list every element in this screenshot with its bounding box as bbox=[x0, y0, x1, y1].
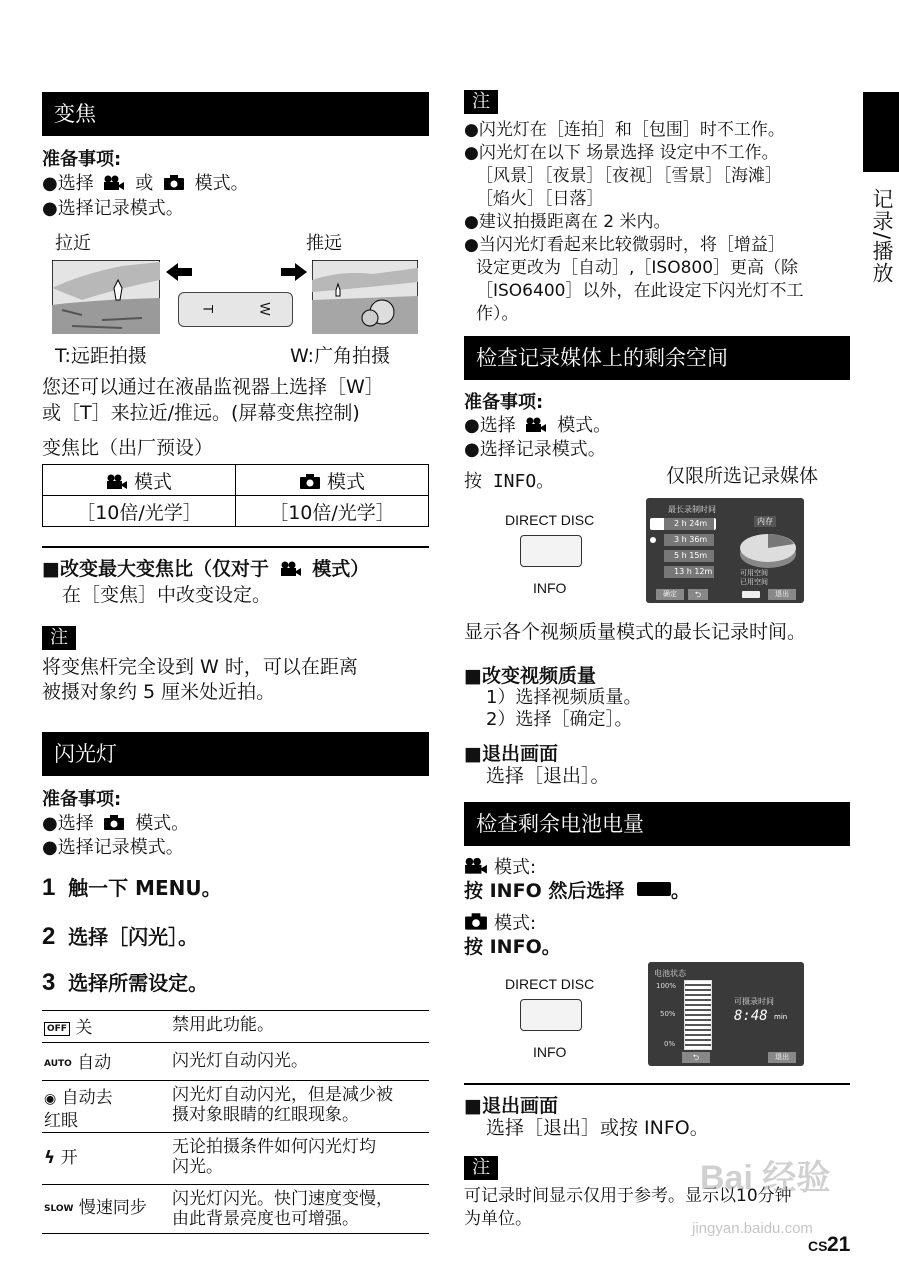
flash-note-line-2: ●闪光灯在以下 场景选择 设定中不工作。 bbox=[464, 143, 779, 163]
battery-icon bbox=[637, 882, 671, 896]
media-press-info: 按 INFO。 bbox=[464, 471, 555, 492]
lcd-row-2: 3 h 36m bbox=[664, 534, 714, 546]
table-header-video: 模式 bbox=[43, 465, 236, 496]
divider bbox=[42, 546, 429, 548]
flash-option-off: OFF 关 禁用此功能。 bbox=[42, 1010, 429, 1043]
media-prep-bullet-2: ●选择记录模式。 bbox=[464, 439, 606, 460]
lcd-header: 最长录制时间 bbox=[668, 505, 716, 514]
zoom-section-title: 变焦 bbox=[42, 92, 429, 136]
still-camera-icon bbox=[163, 175, 185, 191]
battery-video-mode: 模式: bbox=[464, 856, 536, 880]
zoom-lever bbox=[178, 292, 293, 327]
lcd-percent-50: 50% bbox=[660, 1010, 676, 1018]
zoom-prep-bullet-1: ●选择 或 模式。 bbox=[42, 173, 249, 194]
flash-option-slow-sync: SLOW 慢速同步 闪光灯闪光。快门速度变慢， 由此背景亮度也可增强。 bbox=[42, 1184, 429, 1234]
zoom-note-line-1: 将变焦杆完全设到 W 时，可以在距离 bbox=[42, 656, 358, 678]
flash-note-line-3: ［风景］［夜景］［夜视］［雪景］［海滩］ bbox=[476, 166, 782, 186]
lcd-back-button[interactable]: ⮌ bbox=[682, 1052, 710, 1063]
lcd-legend-free: 可用空间 bbox=[740, 569, 768, 577]
battery-level-gauge bbox=[684, 980, 712, 1050]
zoom-near-label: 拉近 bbox=[55, 233, 91, 254]
media-prep-bullet-1: ●选择 模式。 bbox=[464, 415, 612, 436]
lcd-row-1: 2 h 24m bbox=[664, 518, 714, 530]
flash-option-red-eye: ◉ 自动去 红眼 闪光灯自动闪光，但是减少被 摄对象眼睛的红眼现象。 bbox=[42, 1080, 429, 1133]
page-number: 21 bbox=[827, 1233, 851, 1256]
zoom-ratio-table bbox=[42, 464, 429, 527]
video-camera-icon bbox=[525, 417, 547, 433]
lcd-rec-time-value: 8:48 bbox=[734, 1008, 768, 1024]
media-exit-title: ■退出画面 bbox=[464, 743, 558, 765]
flash-note-line-6: ●当闪光灯看起来比较微弱时，将［增益］ bbox=[464, 235, 785, 255]
still-camera-icon bbox=[464, 913, 488, 931]
battery-section-title: 检查剩余电池电量 bbox=[464, 802, 850, 846]
note-badge: 注 bbox=[464, 90, 498, 114]
footer-language-code: CS bbox=[808, 1238, 828, 1254]
flash-note-line-9: 作）。 bbox=[476, 304, 519, 324]
flash-step-2: 2 选择［闪光］。 bbox=[42, 923, 199, 950]
info-button[interactable] bbox=[520, 535, 582, 567]
arrow-right-icon bbox=[281, 263, 307, 281]
flash-note-line-7: 设定更改为［自动］,［ISO800］更高（除 bbox=[476, 258, 799, 278]
flash-note-line-5: ●建议拍摄距离在 2 米内。 bbox=[464, 212, 671, 232]
watermark-url: jingyan.baidu.com bbox=[692, 1220, 813, 1237]
media-lcd-screen bbox=[646, 498, 804, 603]
zoom-note-line-2: 被摄对象约 5 厘米处近拍。 bbox=[42, 681, 276, 703]
zoom-ratio-label: 变焦比（出厂预设） bbox=[42, 437, 214, 459]
zoom-t-description: T:远距拍摄 bbox=[55, 345, 147, 367]
lever-t-mark: T bbox=[200, 304, 217, 314]
still-camera-icon bbox=[103, 815, 125, 831]
lcd-ok-button[interactable]: 确定 bbox=[656, 589, 684, 600]
zoom-change-text: 在［变焦］中改变设定。 bbox=[62, 584, 272, 606]
zoom-para-line-2: 或［T］来拉近/推远。(屏幕变焦控制) bbox=[42, 402, 360, 424]
flash-step-1: 1 触一下 MENU。 bbox=[42, 874, 222, 901]
arrow-left-icon bbox=[166, 263, 192, 281]
lcd-exit-button[interactable]: 退出 bbox=[768, 589, 796, 600]
flash-prep-bullet-1: ●选择 模式。 bbox=[42, 813, 190, 834]
video-camera-icon bbox=[106, 474, 128, 490]
video-camera-icon bbox=[464, 857, 488, 875]
flash-section-title: 闪光灯 bbox=[42, 732, 429, 776]
lcd-rec-time-unit: min bbox=[774, 1013, 788, 1021]
side-tab-marker bbox=[863, 92, 899, 172]
lcd-row-4: 13 h 12m bbox=[664, 566, 714, 578]
zoom-change-title: ■改变最大变焦比（仅对于 模式） bbox=[42, 558, 370, 580]
flash-note-line-8: ［ISO6400］以外，在此设定下闪光灯不工 bbox=[476, 281, 804, 301]
video-camera-icon bbox=[280, 561, 302, 577]
table-header-photo: 模式 bbox=[236, 465, 429, 496]
flash-option-auto: AUTO 自动 闪光灯自动闪光。 bbox=[42, 1042, 429, 1081]
battery-exit-text: 选择［退出］或按 INFO。 bbox=[486, 1117, 709, 1139]
note-badge: 注 bbox=[42, 626, 76, 650]
battery-video-instruction: 按 INFO 然后选择 。 bbox=[464, 880, 690, 902]
flash-option-on: ϟ 开 无论拍摄条件如何闪光灯均 闪光。 bbox=[42, 1132, 429, 1185]
lcd-battery-header: 电池状态 bbox=[654, 969, 686, 978]
flash-prep-bullet-2: ●选择记录模式。 bbox=[42, 837, 184, 858]
info-label: INFO bbox=[533, 580, 567, 596]
lcd-exit-button[interactable]: 退出 bbox=[768, 1052, 796, 1063]
lcd-legend-used: 已用空间 bbox=[740, 578, 768, 586]
lcd-back-button[interactable]: ⮌ bbox=[688, 589, 708, 600]
table-value-video: ［10倍/光学］ bbox=[43, 496, 236, 527]
info-button[interactable] bbox=[520, 999, 582, 1031]
lcd-percent-0: 0% bbox=[664, 1040, 676, 1048]
flash-note-line-4: ［焰火］［日落］ bbox=[476, 189, 604, 209]
flash-auto-icon: AUTO bbox=[44, 1059, 72, 1069]
flash-on-icon: ϟ bbox=[44, 1148, 56, 1168]
still-camera-icon bbox=[299, 474, 321, 490]
media-section-title: 检查记录媒体上的剩余空间 bbox=[464, 336, 850, 380]
note-badge: 注 bbox=[464, 1156, 498, 1180]
watermark-brand: Bai 经验 bbox=[700, 1159, 831, 1197]
zoom-prep-bullet-2: ●选择记录模式。 bbox=[42, 198, 184, 219]
battery-photo-mode: 模式: bbox=[464, 912, 536, 936]
battery-note-line-2: 为单位。 bbox=[464, 1209, 532, 1229]
divider bbox=[464, 1083, 850, 1085]
lcd-badge: 内存 bbox=[754, 516, 776, 527]
lever-w-mark: W bbox=[257, 302, 274, 316]
flash-note-line-1: ●闪光灯在［连拍］和［包围］时不工作。 bbox=[464, 120, 785, 140]
info-label: INFO bbox=[533, 1044, 567, 1060]
battery-icon bbox=[742, 591, 760, 598]
flash-step-3: 3 选择所需设定。 bbox=[42, 969, 209, 996]
video-camera-icon bbox=[103, 175, 125, 191]
lcd-row-3: 5 h 15m bbox=[664, 550, 714, 562]
flash-prep-heading: 准备事项: bbox=[42, 789, 122, 810]
battery-exit-title: ■退出画面 bbox=[464, 1095, 558, 1117]
side-tab-label: 记录/播放 bbox=[870, 188, 894, 285]
zoom-far-label: 推远 bbox=[306, 233, 342, 254]
battery-note-line-1: 可记录时间显示仅用于参考。显示以10分钟 bbox=[464, 1186, 792, 1206]
media-prep-heading: 准备事项: bbox=[464, 392, 544, 413]
media-pie-icon bbox=[738, 520, 798, 570]
flash-slow-icon: SLOW bbox=[44, 1204, 74, 1214]
lcd-rec-time-label: 可摄录时间 bbox=[734, 997, 774, 1006]
battery-photo-instruction: 按 INFO。 bbox=[464, 936, 561, 958]
battery-lcd-screen bbox=[648, 962, 804, 1066]
zoom-w-description: W:广角拍摄 bbox=[290, 345, 391, 367]
zoom-para-line-1: 您还可以通过在液晶监视器上选择［W］ bbox=[42, 376, 384, 398]
lcd-percent-100: 100% bbox=[656, 982, 677, 990]
zoom-prep-heading: 准备事项: bbox=[42, 149, 122, 170]
media-change-title: ■改变视频质量 bbox=[464, 665, 596, 687]
media-description: 显示各个视频质量模式的最长记录时间。 bbox=[464, 621, 807, 643]
direct-disc-label: DIRECT DISC bbox=[505, 976, 595, 992]
flash-off-icon: OFF bbox=[44, 1022, 70, 1036]
media-exit-text: 选择［退出］。 bbox=[486, 765, 610, 787]
table-value-photo: ［10倍/光学］ bbox=[236, 496, 429, 527]
media-change-step-1: 1）选择视频质量。 bbox=[486, 687, 642, 708]
media-change-step-2: 2）选择［确定］。 bbox=[486, 709, 633, 730]
media-only-selected: 仅限所选记录媒体 bbox=[666, 465, 819, 487]
wide-view-image bbox=[312, 260, 418, 334]
tele-view-image bbox=[52, 260, 160, 334]
direct-disc-label: DIRECT DISC bbox=[505, 512, 595, 528]
flash-red-eye-icon: ◉ bbox=[44, 1091, 57, 1107]
